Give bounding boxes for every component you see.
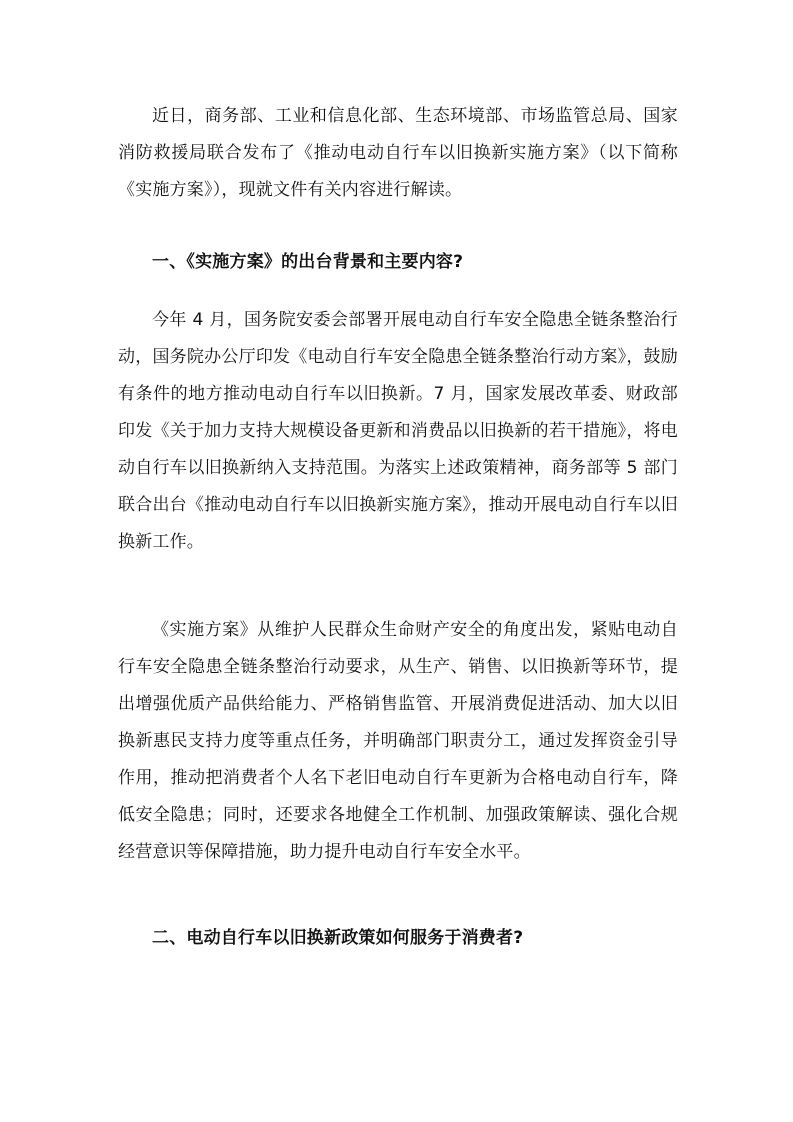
section-heading-1: 一、《实施方案》的出台背景和主要内容?	[152, 252, 464, 272]
section-heading-2: 二、电动自行车以旧换新政策如何服务于消费者?	[152, 928, 524, 948]
plan-content-paragraph: 《实施方案》从维护人民群众生命财产安全的角度出发，紧贴电动自行车安全隐患全链条整治行动要求，从生产、销售、以旧换新等环节，提出增强优质产品供给能力、严格销售监管、开展消费促进活动、加大以旧换新惠民支持力度等重点任务，并明确部门职责分工，通过发挥资金引导作用，推动把消费者个人名下老旧电动自行车更新为合格电动自行车，降低安全隐患；同时，还要求各地健全工作机制、加强政策解读、强化合规经营意识等保障措施，助力提升电动自行车安全水平。	[118, 620, 678, 862]
intro-paragraph: 近日，商务部、工业和信息化部、生态环境部、市场监管总局、国家消防救援局联合发布了《推动电动自行车以旧换新实施方案》（以下简称《实施方案》），现就文件有关内容进行解读。	[118, 106, 678, 200]
background-paragraph: 今年 4 月，国务院安委会部署开展电动自行车安全隐患全链条整治行动，国务院办公厅印发《电动自行车安全隐患全链条整治行动方案》，鼓励有条件的地方推动电动自行车以旧换新。7 月，国家发展改革委、财政部印发《关于加力支持大规模设备更新和消费品以旧换新的若干措施》，将电动自行车以旧换新纳入支持范围。为落实上述政策精神，商务部等 5 部门联合出台《推动电动自行车以旧换新实施方案》，推动开展电动自行车以旧换新工作。	[118, 310, 678, 552]
